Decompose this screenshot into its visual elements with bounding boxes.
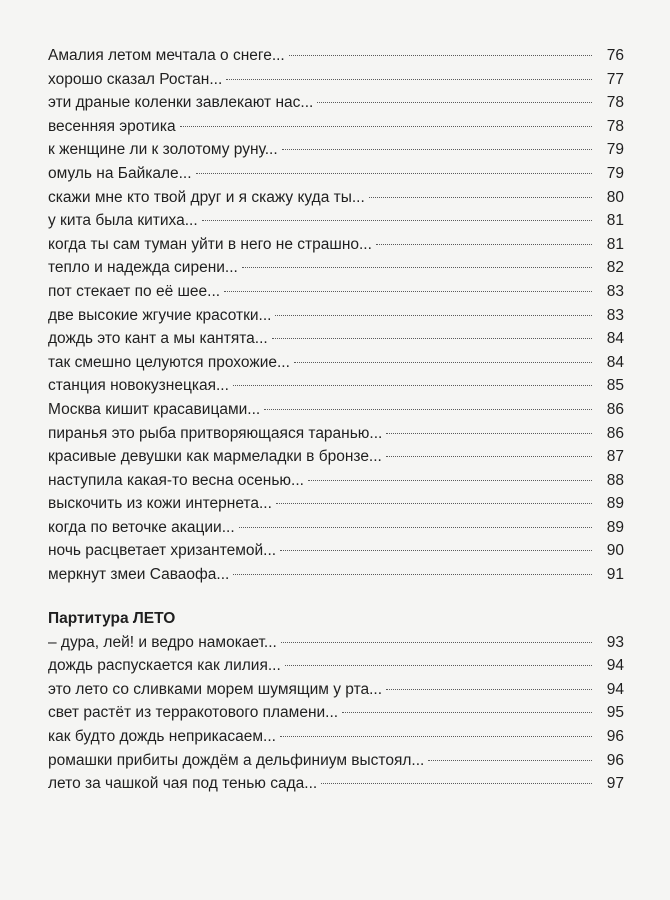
toc-entry-title: Амалия летом мечтала о снеге... xyxy=(48,47,285,64)
dot-leader xyxy=(226,79,592,80)
dot-leader xyxy=(386,689,592,690)
dot-leader xyxy=(308,480,592,481)
toc-entry[interactable] xyxy=(48,138,624,162)
toc-entry-title: омуль на Байкале... xyxy=(48,164,192,182)
toc-entry-page-number: 84 xyxy=(606,353,624,371)
toc-entry-page-number: 94 xyxy=(606,680,624,698)
dot-leader xyxy=(282,149,592,150)
toc-entry[interactable] xyxy=(48,516,624,540)
dot-leader xyxy=(276,503,592,504)
toc-entry-title: лето за чашкой чая под тенью сада... xyxy=(48,775,318,793)
toc-entry-title: как будто дождь неприкасаем... xyxy=(48,728,276,746)
toc-entry[interactable] xyxy=(48,701,624,725)
toc-entry[interactable] xyxy=(48,422,624,446)
toc-entry-page-number: 83 xyxy=(606,282,624,300)
toc-entry[interactable] xyxy=(48,68,624,92)
toc-entry[interactable] xyxy=(48,539,624,563)
toc-entry-page-number: 96 xyxy=(606,728,624,746)
toc-entry[interactable] xyxy=(48,304,624,328)
toc-entry[interactable] xyxy=(48,162,624,186)
dot-leader xyxy=(285,665,592,666)
toc-entry-page-number: 80 xyxy=(606,188,624,206)
toc-entry-page-number: 88 xyxy=(606,471,624,489)
toc-entry[interactable] xyxy=(48,492,624,516)
toc-entry-title: весенняя эротика xyxy=(48,117,176,135)
toc-entry-title: тепло и надежда сирени... xyxy=(48,259,238,277)
dot-leader xyxy=(280,736,592,737)
dot-leader xyxy=(196,173,592,174)
dot-leader xyxy=(386,433,592,434)
dot-leader xyxy=(386,456,592,457)
toc-entry-title: дождь распускается как лилия... xyxy=(48,657,281,675)
dot-leader xyxy=(272,338,592,339)
toc-entry[interactable] xyxy=(48,445,624,469)
dot-leader xyxy=(180,126,592,127)
toc-entry[interactable] xyxy=(48,725,624,749)
dot-leader xyxy=(376,244,592,245)
toc-entry-page-number: 76 xyxy=(606,47,624,64)
toc-entry-page-number: 89 xyxy=(606,495,624,513)
toc-entry-page-number: 97 xyxy=(606,775,624,793)
toc-entry[interactable] xyxy=(48,563,624,587)
toc-entry[interactable] xyxy=(48,280,624,304)
toc-entry-title: ночь расцветает хризантемой... xyxy=(48,542,277,560)
section-heading: Партитура ЛЕТО xyxy=(48,609,176,627)
toc-entry-title: хорошо сказал Ростан... xyxy=(48,70,223,88)
toc-entry-page-number: 84 xyxy=(606,330,624,348)
toc-entry-page-number: 81 xyxy=(606,212,624,230)
dot-leader xyxy=(233,574,592,575)
table-of-contents xyxy=(48,44,624,796)
dot-leader xyxy=(369,197,592,198)
toc-entry-page-number: 89 xyxy=(606,518,624,536)
toc-entry[interactable] xyxy=(48,631,624,655)
toc-entry-page-number: 87 xyxy=(606,448,624,466)
dot-leader xyxy=(264,409,592,410)
toc-entry-page-number: 78 xyxy=(606,94,624,112)
toc-entry-title: это лето со сливками морем шумящим у рта... xyxy=(48,680,383,698)
toc-entry-title: свет растёт из терракотового пламени... xyxy=(48,704,339,722)
toc-entry-title: – дура, лей! и ведро намокает... xyxy=(48,633,277,651)
toc-entry-page-number: 85 xyxy=(606,377,624,395)
toc-entry[interactable] xyxy=(48,374,624,398)
toc-entry-page-number: 96 xyxy=(606,751,624,769)
toc-entry-page-number: 93 xyxy=(606,633,624,651)
dot-leader xyxy=(428,760,592,761)
toc-entry[interactable] xyxy=(48,91,624,115)
toc-entry-page-number: 86 xyxy=(606,424,624,442)
toc-entry-title: эти драные коленки завлекают нас... xyxy=(48,94,314,112)
dot-leader xyxy=(275,315,592,316)
dot-leader xyxy=(289,55,592,56)
toc-entry-page-number: 83 xyxy=(606,306,624,324)
toc-entry-title: станция новокузнецкая... xyxy=(48,377,229,395)
toc-entry-page-number: 82 xyxy=(606,259,624,277)
toc-entry-page-number: 91 xyxy=(606,566,624,584)
toc-entry-page-number: 78 xyxy=(606,117,624,135)
dot-leader xyxy=(242,267,592,268)
toc-list xyxy=(48,44,624,796)
toc-entry-page-number: 79 xyxy=(606,141,624,159)
toc-entry-title: скажи мне кто твой друг и я скажу куда ты... xyxy=(48,188,365,206)
toc-entry-title: пиранья это рыба притворяющаяся таранью... xyxy=(48,424,383,442)
toc-entry-page-number: 94 xyxy=(606,657,624,675)
toc-entry[interactable] xyxy=(48,209,624,233)
dot-leader xyxy=(233,385,592,386)
toc-entry-title: когда по веточке акации... xyxy=(48,518,235,536)
toc-entry[interactable] xyxy=(48,398,624,422)
toc-entry-title: красивые девушки как мармеладки в бронзе... xyxy=(48,448,382,466)
dot-leader xyxy=(202,220,592,221)
toc-entry[interactable] xyxy=(48,186,624,210)
toc-entry[interactable] xyxy=(48,678,624,702)
toc-entry-page-number: 95 xyxy=(606,704,624,722)
dot-leader xyxy=(239,527,592,528)
toc-entry[interactable] xyxy=(48,469,624,493)
dot-leader xyxy=(280,550,592,551)
toc-entry[interactable] xyxy=(48,351,624,375)
toc-entry-page-number: 86 xyxy=(606,400,624,418)
toc-entry-title: к женщине ли к золотому руну... xyxy=(48,141,278,159)
dot-leader xyxy=(294,362,592,363)
toc-entry[interactable] xyxy=(48,115,624,139)
toc-entry-title: у кита была китиха... xyxy=(48,212,198,230)
dot-leader xyxy=(317,102,592,103)
toc-entry-title: выскочить из кожи интернета... xyxy=(48,495,272,513)
toc-entry-title: наступила какая-то весна осенью... xyxy=(48,471,304,489)
toc-entry-title: дождь это кант а мы кантята... xyxy=(48,330,268,348)
toc-entry[interactable] xyxy=(48,44,624,68)
toc-entry[interactable] xyxy=(48,233,624,257)
toc-entry-page-number: 77 xyxy=(606,70,624,88)
toc-entry[interactable] xyxy=(48,654,624,678)
dot-leader xyxy=(342,712,592,713)
toc-entry[interactable] xyxy=(48,256,624,280)
toc-entry-title: когда ты сам туман уйти в него не страшно... xyxy=(48,235,372,253)
dot-leader xyxy=(281,642,592,643)
toc-entry-title: так смешно целуются прохожие... xyxy=(48,353,290,371)
toc-entry-title: две высокие жгучие красотки... xyxy=(48,306,272,324)
toc-entry[interactable] xyxy=(48,772,624,796)
toc-entry-title: пот стекает по её шее... xyxy=(48,282,221,300)
toc-entry[interactable] xyxy=(48,327,624,351)
dot-leader xyxy=(321,783,592,784)
toc-entry-title: меркнут змеи Саваофа... xyxy=(48,566,230,584)
toc-entry-title: ромашки прибиты дождём а дельфиниум выстоял... xyxy=(48,751,425,769)
toc-entry-title: Москва кишит красавицами... xyxy=(48,400,261,418)
toc-entry-page-number: 90 xyxy=(606,542,624,560)
dot-leader xyxy=(224,291,592,292)
toc-entry-page-number: 79 xyxy=(606,164,624,182)
toc-entry[interactable] xyxy=(48,749,624,773)
toc-entry-page-number: 81 xyxy=(606,235,624,253)
